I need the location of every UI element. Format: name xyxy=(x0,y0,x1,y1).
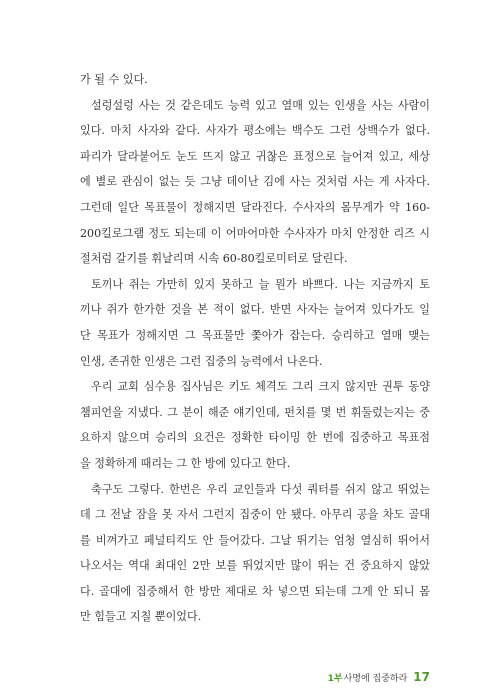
chapter-title: 사명에 집중하라 xyxy=(343,674,408,684)
text-line: 챔피언을 지냈다. 그 분이 해준 얘기인데, 펀치를 몇 번 휘둘렀는지는 중 xyxy=(80,405,430,419)
text-line: 끼나 쥐가 한가한 것을 본 적이 없다. 반면 사자는 늘어져 있다가도 일 xyxy=(80,303,430,317)
text-line: 다. 골대에 집중해서 한 방만 제대로 차 넣으면 되는데 그게 안 되니 몸 xyxy=(80,584,430,598)
body-text xyxy=(80,67,430,630)
text-line: 만 힘들고 지칠 뿐이었다. xyxy=(80,610,202,624)
text-line: 나오서는 역대 최대인 2만 보를 뛰었지만 많이 뛰는 건 중요하지 않았 xyxy=(80,559,430,573)
text-line: 파리가 달라붙어도 눈도 뜨지 않고 귀찮은 표정으로 늘어져 있고, 세상 xyxy=(80,149,430,163)
text-line: 토끼나 쥐는 가만히 있지 못하고 늘 뭔가 바쁘다. 나는 지금까지 토 xyxy=(91,277,430,291)
text-line: 에 별로 관심이 없는 듯 그냥 데이난 김에 사는 것처럼 사는 게 사자다. xyxy=(80,175,430,189)
text-line: 을 정확하게 때리는 그 한 방에 있다고 한다. xyxy=(80,456,291,470)
text-line: 단 목표가 정해지면 그 목표물만 쫓아가 잡는다. 승리하고 열매 맺는 xyxy=(80,328,430,342)
text-line: 를 비껴가고 페널티킥도 안 들어갔다. 그날 뛰기는 엄청 열심히 뛰어서 xyxy=(80,533,430,547)
page-number: 17 xyxy=(413,670,430,684)
text-line: 요하지 않으며 승리의 요건은 정확한 타이밍 한 번에 집중하고 목표점 xyxy=(80,431,430,445)
text-line: 200킬로그램 정도 되는데 이 어마어마한 수사자가 마치 안정한 리즈 시 xyxy=(80,226,430,240)
page-footer xyxy=(328,670,430,686)
text-line: 설렁설렁 사는 것 같은데도 능력 있고 열매 있는 인생을 사는 사람이 xyxy=(91,98,430,112)
text-line: 그런데 일단 목표물이 정해지면 달라진다. 수사자의 몸무게가 약 160- xyxy=(80,200,430,214)
text-line: 축구도 그렇다. 한번은 우리 교인들과 다섯 쿼터를 쉬지 않고 뛰었는 xyxy=(91,482,430,496)
part-label: 1부 xyxy=(327,674,343,684)
text-line: 우리 교회 심수용 집사님은 키도 체격도 그리 크지 않지만 권투 동양 xyxy=(91,380,430,394)
text-line: 인생, 존귀한 인생은 그런 집중의 능력에서 나온다. xyxy=(80,354,323,368)
text-line: 데 그 전날 잠을 못 자서 그런지 집중이 안 됐다. 아무리 공을 차도 골대 xyxy=(80,508,430,522)
text-line: 있다. 마치 사자와 같다. 사자가 평소에는 백수도 그런 상백수가 없다. xyxy=(80,124,430,138)
text-line: 절처럼 갈기를 휘날리며 시속 60-80킬로미터로 달린다. xyxy=(80,252,348,266)
text-line: 가 될 수 있다. xyxy=(80,73,148,86)
